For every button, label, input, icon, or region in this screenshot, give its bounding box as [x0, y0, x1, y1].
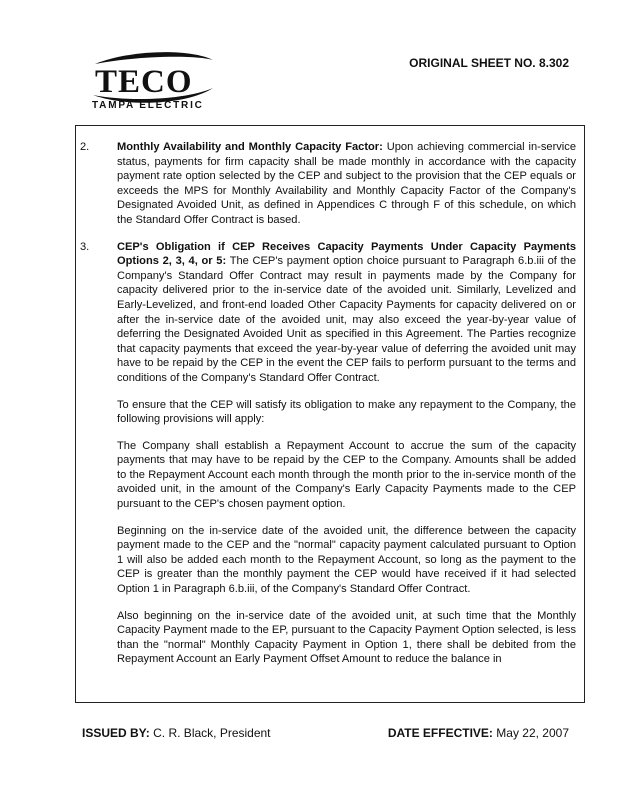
section-paragraph: Beginning on the in-service date of the avoided unit, the difference between the capacity payment made to the CEP and the "normal" capacity payment calculated pursuant to Option 1 will also be added each month to the Repayment Account, so long as the payment to the CEP is greater than the monthly payment the CEP would have received if it had selected Option 1 in Paragraph 6.b.iii, of the Company's Standard Offer Contract.: [117, 524, 576, 596]
section-2: [80, 140, 576, 228]
issued-by-label: ISSUED BY:: [82, 726, 150, 740]
section-paragraph: The CEP's payment option choice pursuant to Paragraph 6.b.iii of the Company's Standard Offer Contract may result in payments made by the Company for capacity delivered prior to the in-service date of the avoided unit. Similarly, Levelized and Early-Levelized, and front-end loaded Other Capacity Payments for capacity delivered on or after the in-service date of the avoided unit, may also exceed the year-by-year value of deferring the Designated Avoided Unit as specified in this Agreement. The Parties recognize that capacity payments that exceed the year-by-year value of deferring the avoided unit may have to be repaid by the CEP in the event the CEP fails to perform pursuant to the terms and conditions of the Company's Standard Offer Contract.: [117, 255, 577, 384]
issued-by: [82, 726, 271, 740]
svg-text:TECO: TECO: [95, 64, 193, 100]
section-paragraph: The Company shall establish a Repayment Account to accrue the sum of the capacity payments that may have to be repaid by the CEP to the Company. Amounts shall be added to the Repayment Account each month through the month prior to the in-service month of the avoided unit, in the amount of the Company's Early Capacity Payments made to the CEP pursuant to the CEP's chosen payment option.: [117, 439, 576, 511]
date-effective-label: DATE EFFECTIVE:: [387, 726, 493, 740]
document-body: [80, 140, 576, 679]
section-number: 2.: [80, 141, 90, 153]
section-heading: CEP's Obligation if CEP Receives Capacity Payments Under Capacity Payments Options 2, 3, 4, or 5:: [117, 240, 576, 268]
section-paragraph: To ensure that the CEP will satisfy its obligation to make any repayment to the Company, the following provisions will apply:: [117, 398, 576, 426]
section-3: [80, 240, 576, 667]
date-effective-value: May 22, 2007: [496, 726, 569, 740]
section-number: 3.: [80, 240, 90, 253]
logo-subtitle: TAMPA ELECTRIC: [92, 100, 204, 111]
date-effective: [388, 726, 569, 740]
sheet-number: ORIGINAL SHEET NO. 8.302: [409, 56, 569, 70]
section-paragraph: Upon achieving commercial in-service status, payments for firm capacity shall be made monthly in accordance with the capacity payment rate option selected by the CEP and subject to the provision that the CEP equals or exceeds the MPS for Monthly Availability and Monthly Capacity Factor of the Company's Designated Avoided Unit, as defined in Appendices C through F of this schedule, on which the Standard Offer Contract is based.: [117, 141, 576, 226]
issued-by-value: C. R. Black, President: [153, 726, 271, 740]
section-paragraph: Also beginning on the in-service date of the avoided unit, at such time that the Monthly Capacity Payment made to the EP, pursuant to the Capacity Payment Option selected, is less than the "normal" Monthly Capacity Payment in Option 1, there shall be debited from the Repayment Account an Early Payment Offset Amount to reduce the balance in: [117, 609, 576, 666]
section-heading: Monthly Availability and Monthly Capacity Factor:: [117, 141, 383, 153]
